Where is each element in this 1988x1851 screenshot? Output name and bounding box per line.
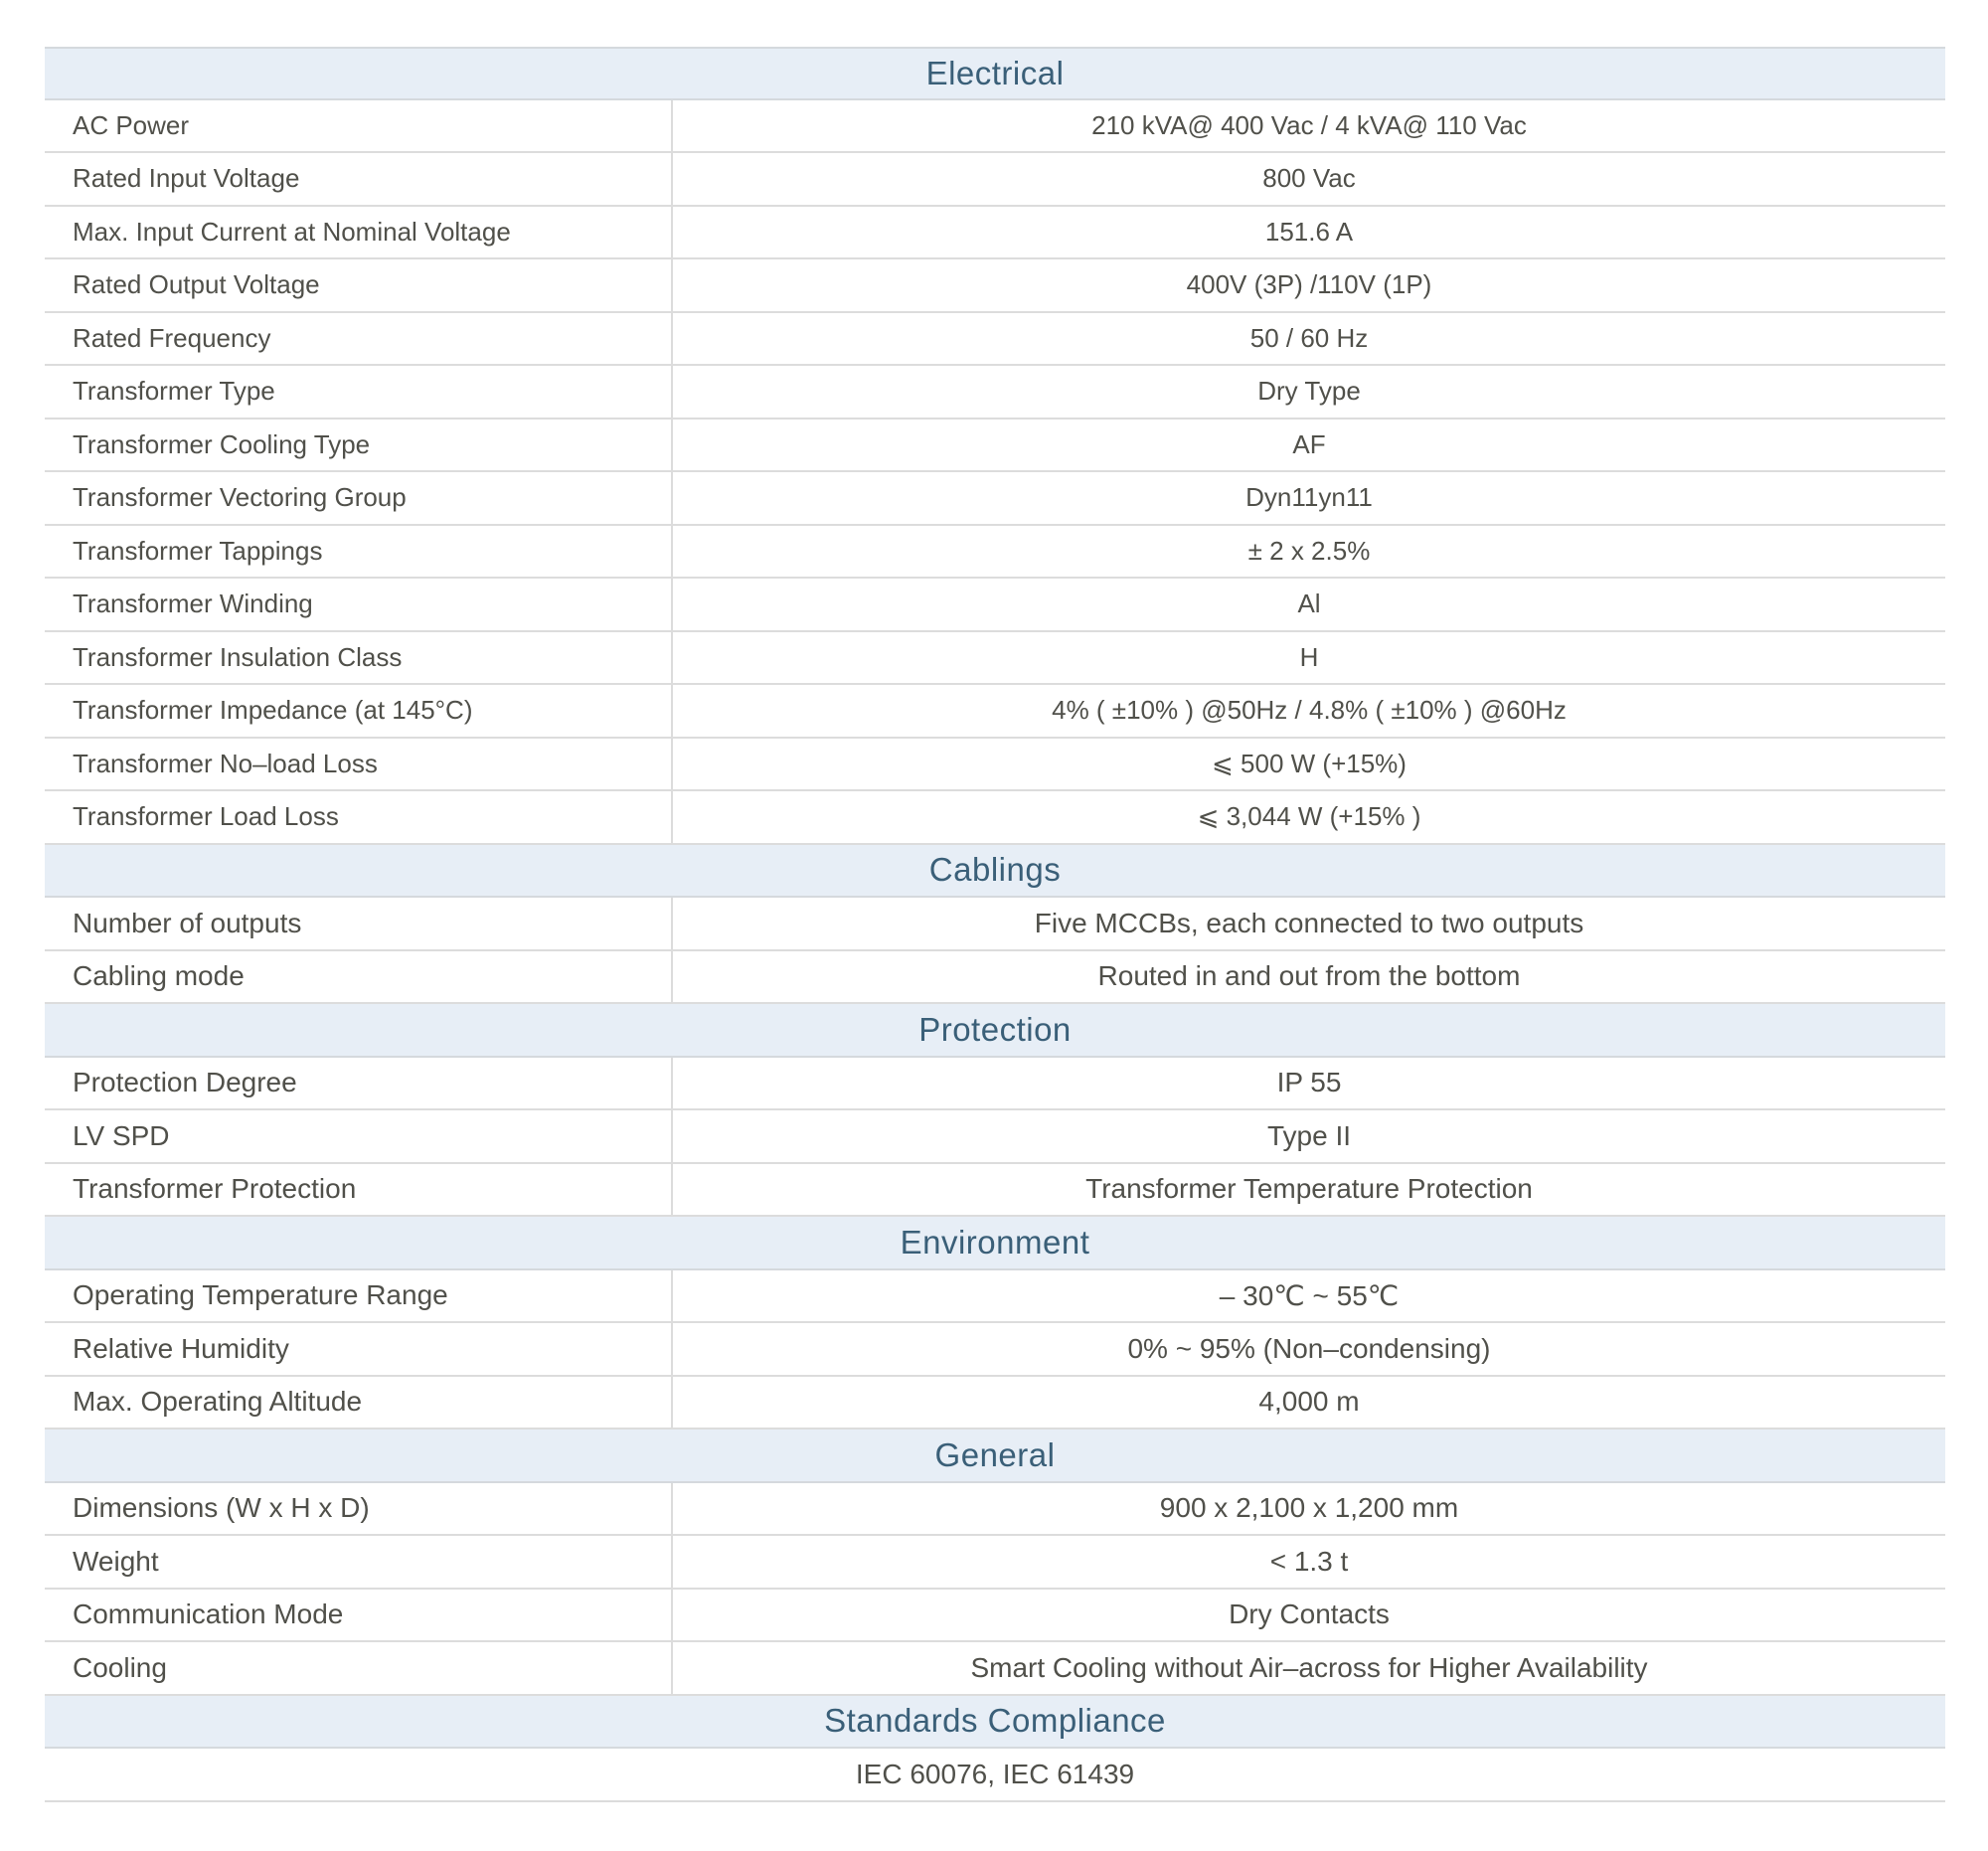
row-label: Transformer Winding (45, 579, 673, 630)
table-row (45, 313, 1945, 367)
table-row (45, 1642, 1945, 1696)
row-value: ⩽ 3,044 W (+15% ) (1197, 801, 1421, 832)
table-row (45, 898, 1945, 951)
section-header (45, 1696, 1945, 1750)
section-title: General (934, 1435, 1056, 1473)
row-label: Transformer Load Loss (45, 791, 673, 843)
row-value: 151.6 A (1264, 216, 1354, 247)
table-row (45, 685, 1945, 739)
table-row (45, 1590, 1945, 1643)
row-label: LV SPD (45, 1110, 673, 1162)
section-title: Environment (900, 1223, 1090, 1261)
table-row (45, 579, 1945, 632)
row-value: ⩽ 500 W (+15%) (1212, 748, 1407, 778)
table-row (45, 420, 1945, 473)
table-section (45, 1004, 1945, 1217)
table-row (45, 951, 1945, 1005)
row-label: Number of outputs (45, 898, 673, 949)
row-label: Transformer Vectoring Group (45, 472, 673, 524)
table-row (45, 1110, 1945, 1164)
row-label: Cabling mode (45, 951, 673, 1003)
row-value: 400V (3P) /110V (1P) (1186, 269, 1432, 300)
row-label: Max. Input Current at Nominal Voltage (45, 207, 673, 258)
row-label: Dimensions (W x H x D) (45, 1483, 673, 1535)
table-row (45, 100, 1945, 154)
row-value: IP 55 (1276, 1067, 1342, 1098)
table-row (45, 207, 1945, 260)
section-header (45, 47, 1945, 100)
table-section (45, 1430, 1945, 1696)
table-row (45, 1377, 1945, 1430)
table-row (45, 1270, 1945, 1324)
table-row (45, 259, 1945, 313)
row-value: H (1299, 641, 1319, 672)
row-value: ± 2 x 2.5% (1247, 535, 1371, 566)
table-row (45, 153, 1945, 207)
table-row (45, 1323, 1945, 1377)
row-label: Communication Mode (45, 1590, 673, 1641)
table-section (45, 1217, 1945, 1430)
table-row (45, 526, 1945, 580)
table-section (45, 47, 1945, 845)
row-label: Transformer Type (45, 366, 673, 418)
section-header (45, 1217, 1945, 1270)
row-value: 50 / 60 Hz (1249, 322, 1369, 353)
row-label: Transformer Cooling Type (45, 420, 673, 471)
row-value: AF (1292, 428, 1326, 459)
table-row (45, 632, 1945, 686)
row-label: Rated Frequency (45, 313, 673, 365)
row-label: Rated Output Voltage (45, 259, 673, 311)
row-value: Five MCCBs, each connected to two outputs (1034, 907, 1584, 938)
row-value: 4% ( ±10% ) @50Hz / 4.8% ( ±10% ) @60Hz (1052, 695, 1567, 726)
table-row (45, 1058, 1945, 1111)
row-label: Max. Operating Altitude (45, 1377, 673, 1429)
row-value: 800 Vac (1262, 163, 1356, 194)
row-label: Cooling (45, 1642, 673, 1694)
row-label: Transformer Insulation Class (45, 632, 673, 684)
row-label: Rated Input Voltage (45, 153, 673, 205)
table-section (45, 1696, 1945, 1802)
table-row-fullwidth (45, 1749, 1945, 1802)
row-label: Transformer Impedance (at 145°C) (45, 685, 673, 737)
row-label: AC Power (45, 100, 673, 152)
section-header (45, 1004, 1945, 1058)
row-value: Smart Cooling without Air–across for Higher Availability (970, 1651, 1648, 1683)
section-title: Cablings (928, 851, 1062, 889)
row-value: Type II (1266, 1119, 1352, 1151)
table-row (45, 472, 1945, 526)
table-row (45, 1164, 1945, 1218)
section-header (45, 1430, 1945, 1483)
table-row (45, 1483, 1945, 1537)
section-header (45, 845, 1945, 899)
spec-table (45, 47, 1945, 1802)
row-value: 0% ~ 95% (Non–condensing) (1127, 1332, 1491, 1364)
table-section (45, 845, 1945, 1005)
row-label: Transformer No–load Loss (45, 739, 673, 790)
row-label: Transformer Protection (45, 1164, 673, 1216)
row-value: Al (1297, 589, 1321, 619)
row-value: 4,000 m (1258, 1386, 1360, 1418)
section-title: Electrical (925, 54, 1065, 91)
row-value: – 30℃ ~ 55℃ (1219, 1279, 1400, 1311)
row-label: Transformer Tappings (45, 526, 673, 578)
row-value: Dyn11yn11 (1245, 482, 1373, 513)
table-row (45, 366, 1945, 420)
section-title: Standards Compliance (824, 1702, 1166, 1740)
row-value: Routed in and out from the bottom (1097, 960, 1521, 992)
row-label: Weight (45, 1536, 673, 1588)
row-value: Dry Contacts (1229, 1599, 1390, 1630)
row-value: IEC 60076, IEC 61439 (855, 1758, 1135, 1789)
section-title: Protection (918, 1010, 1072, 1048)
table-row (45, 791, 1945, 845)
table-row (45, 739, 1945, 792)
row-label: Relative Humidity (45, 1323, 673, 1375)
row-value: 210 kVA@ 400 Vac / 4 kVA@ 110 Vac (1091, 109, 1527, 140)
row-value: 900 x 2,100 x 1,200 mm (1159, 1492, 1459, 1524)
row-value: Transformer Temperature Protection (1085, 1173, 1533, 1205)
row-label: Operating Temperature Range (45, 1270, 673, 1322)
row-value: < 1.3 t (1269, 1545, 1349, 1577)
row-label: Protection Degree (45, 1058, 673, 1109)
table-row (45, 1536, 1945, 1590)
row-value: Dry Type (1257, 376, 1361, 407)
